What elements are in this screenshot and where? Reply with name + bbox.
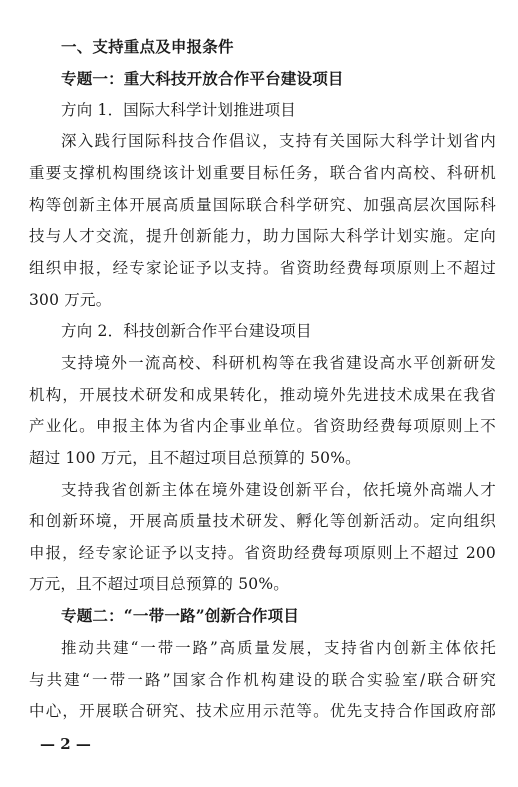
direction-1-title: 方向 1．国际大科学计划推进项目 <box>61 101 296 119</box>
paragraph-line: 产业化。申报主体为省内企事业单位。省资助经费每项原则上不 <box>29 417 496 435</box>
paragraph-line: 和创新环境，开展高质量技术研发、孵化等创新活动。定向组织 <box>29 512 496 530</box>
paragraph-line: 机构，开展技术研发和成果转化，推动境外先进技术成果在我省 <box>29 386 496 404</box>
paragraph-line: 推动共建“一带一路”高质量发展，支持省内创新主体依托 <box>61 639 496 657</box>
paragraph-line: 支持境外一流高校、科研机构等在我省建设高水平创新研发 <box>61 354 496 372</box>
paragraph-line: 深入践行国际科技合作倡议，支持有关国际大科学计划省内 <box>61 132 496 150</box>
paragraph-line: 支持我省创新主体在境外建设创新平台，依托境外高端人才 <box>61 481 496 499</box>
direction-2-title: 方向 2．科技创新合作平台建设项目 <box>61 322 312 340</box>
paragraph-line: 组织申报，经专家论证予以支持。省资助经费每项原则上不超过 <box>29 259 496 277</box>
paragraph-line: 300 万元。 <box>29 291 112 309</box>
page-number: — 2 — <box>40 735 91 753</box>
paragraph-line: 技与人才交流，提升创新能力，助力国际大科学计划实施。定向 <box>29 227 496 245</box>
paragraph-line: 重要支撑机构围绕该计划重要目标任务，联合省内高校、科研机 <box>29 164 496 182</box>
paragraph-line: 超过 100 万元，且不超过项目总预算的 50%。 <box>29 449 361 467</box>
paragraph-line: 万元，且不超过项目总预算的 50%。 <box>29 575 289 593</box>
section-heading: 一、支持重点及申报条件 <box>61 38 234 56</box>
paragraph-line: 构等创新主体开展高质量国际联合科学研究、加强高层次国际科 <box>29 196 496 214</box>
topic-1-title: 专题一：重大科技开放合作平台建设项目 <box>61 69 344 88</box>
paragraph-line: 中心，开展联合研究、技术应用示范等。优先支持合作国政府部 <box>29 702 496 720</box>
paragraph-line: 申报，经专家论证予以支持。省资助经费每项原则上不超过 200 <box>29 544 496 562</box>
topic-2-title: 专题二：“一带一路”创新合作项目 <box>61 606 300 625</box>
paragraph-line: 与共建“一带一路”国家合作机构建设的联合实验室/联合研究 <box>29 671 496 689</box>
